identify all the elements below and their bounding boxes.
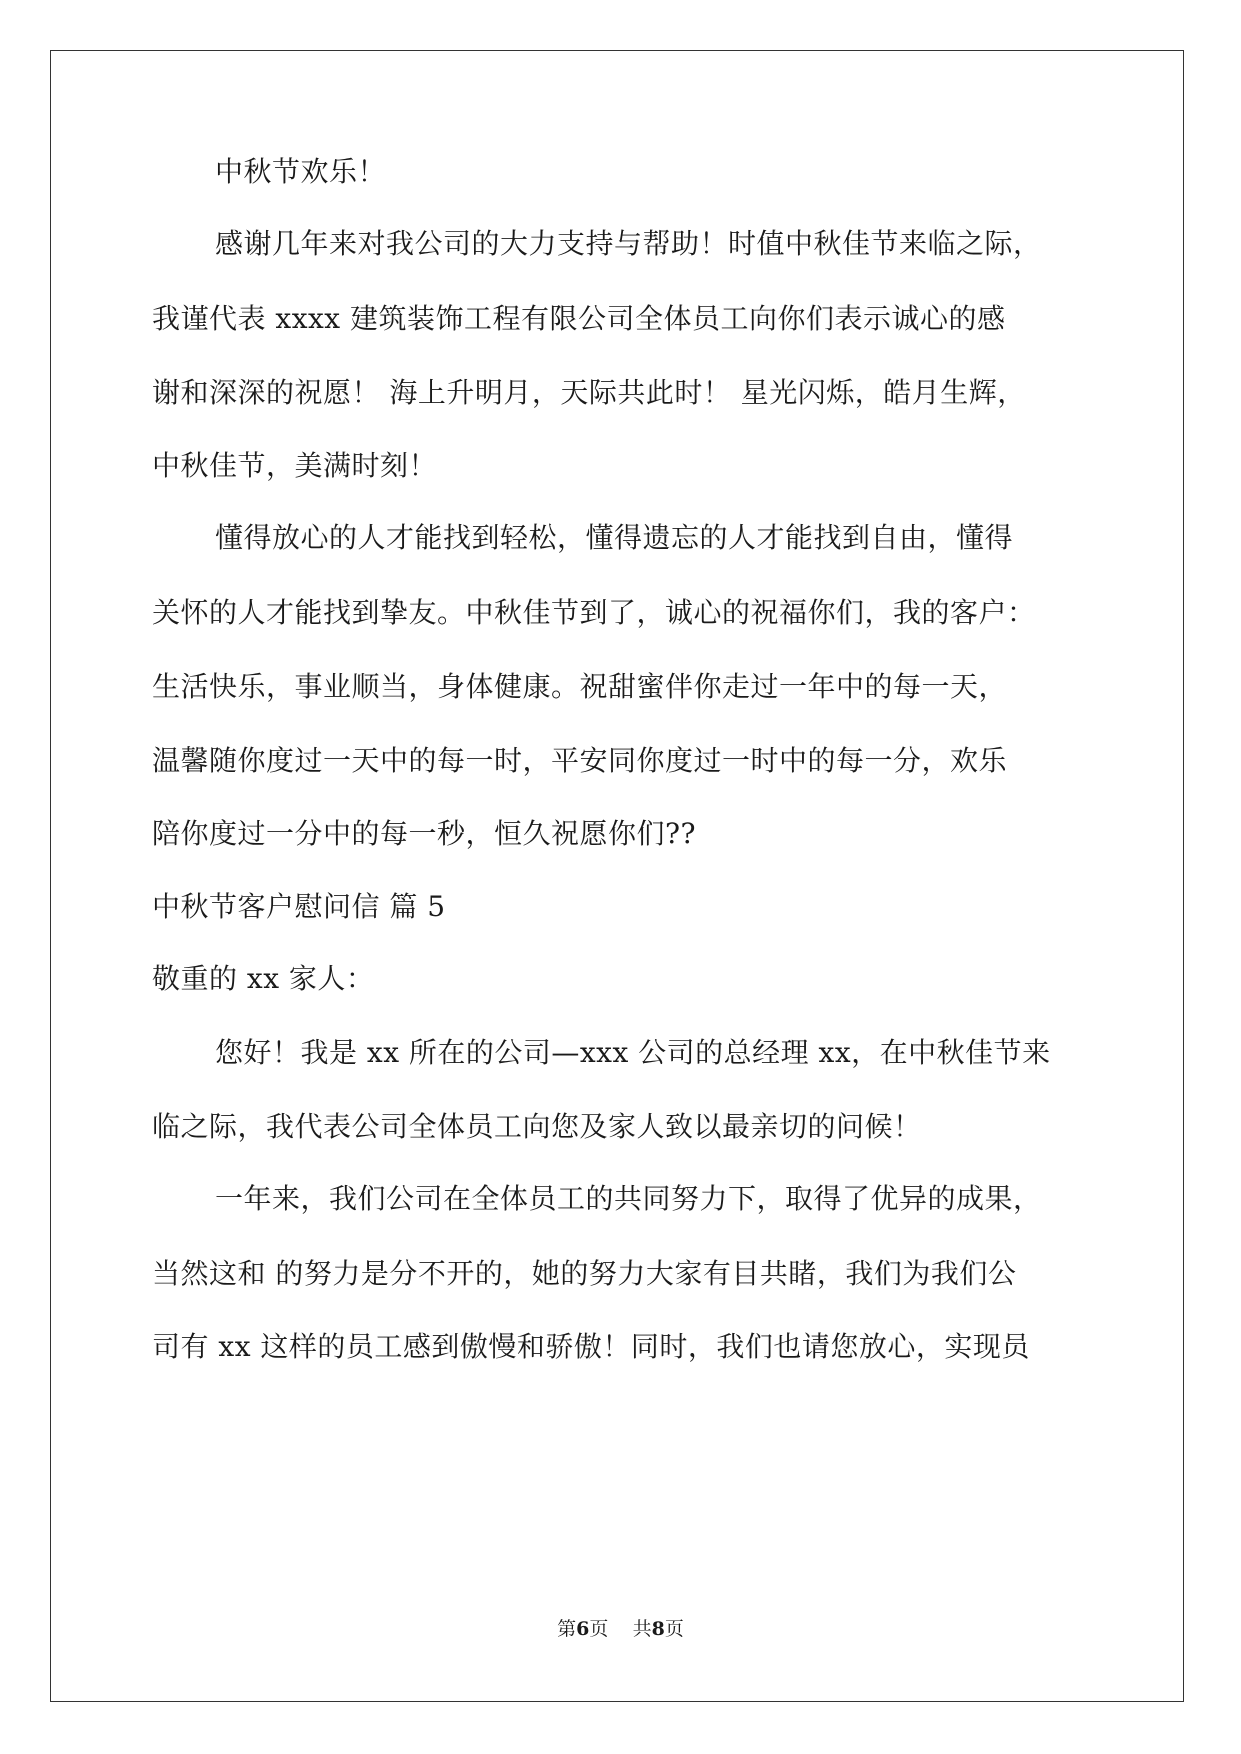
text-line: 懂得放心的人才能找到轻松，懂得遗忘的人才能找到自由，懂得 xyxy=(215,521,1014,554)
text-line: 我谨代表 xxxx 建筑装饰工程有限公司全体员工向你们表示诚心的感 xyxy=(152,302,1006,335)
text-line: 中秋佳节，美满时刻！ xyxy=(152,449,438,482)
text-line: 关怀的人才能找到挚友。中秋佳节到了，诚心的祝福你们，我的客户： xyxy=(152,596,1036,629)
text-line: 感谢几年来对我公司的大力支持与帮助！时值中秋佳节来临之际， xyxy=(215,227,1042,260)
text-line: 一年来，我们公司在全体员工的共同努力下，取得了优异的成果， xyxy=(215,1182,1042,1215)
page-border xyxy=(50,50,1184,1702)
footer-mid: 页 共 xyxy=(589,1618,652,1640)
footer-suffix: 页 xyxy=(664,1618,684,1640)
text-line: 司有 xx 这样的员工感到傲慢和骄傲！同时，我们也请您放心，实现员 xyxy=(152,1330,1030,1363)
text-line: 温馨随你度过一天中的每一时，平安同你度过一时中的每一分，欢乐 xyxy=(152,744,1008,777)
text-line: 中秋节欢乐！ xyxy=(215,155,387,188)
current-page-number: 6 xyxy=(576,1618,590,1640)
page-footer xyxy=(0,1617,1241,1641)
text-line: 谢和深深的祝愿！ 海上升明月，天际共此时！ 星光闪烁，皓月生辉， xyxy=(152,376,1026,409)
text-line: 生活快乐，事业顺当，身体健康。祝甜蜜伴你走过一年中的每一天， xyxy=(152,670,1008,703)
footer-prefix: 第 xyxy=(557,1618,577,1640)
section-heading: 中秋节客户慰问信 篇 5 xyxy=(152,890,446,923)
text-line: 陪你度过一分中的每一秒，恒久祝愿你们?? xyxy=(152,817,697,850)
text-line: 临之际，我代表公司全体员工向您及家人致以最亲切的问候！ xyxy=(152,1110,922,1143)
text-line: 您好！我是 xx 所在的公司—xxx 公司的总经理 xx，在中秋佳节来 xyxy=(215,1036,1051,1069)
total-page-number: 8 xyxy=(651,1618,665,1640)
salutation: 敬重的 xx 家人： xyxy=(152,962,375,995)
text-line: 当然这和 的努力是分不开的，她的努力大家有目共睹，我们为我们公 xyxy=(152,1257,1017,1290)
